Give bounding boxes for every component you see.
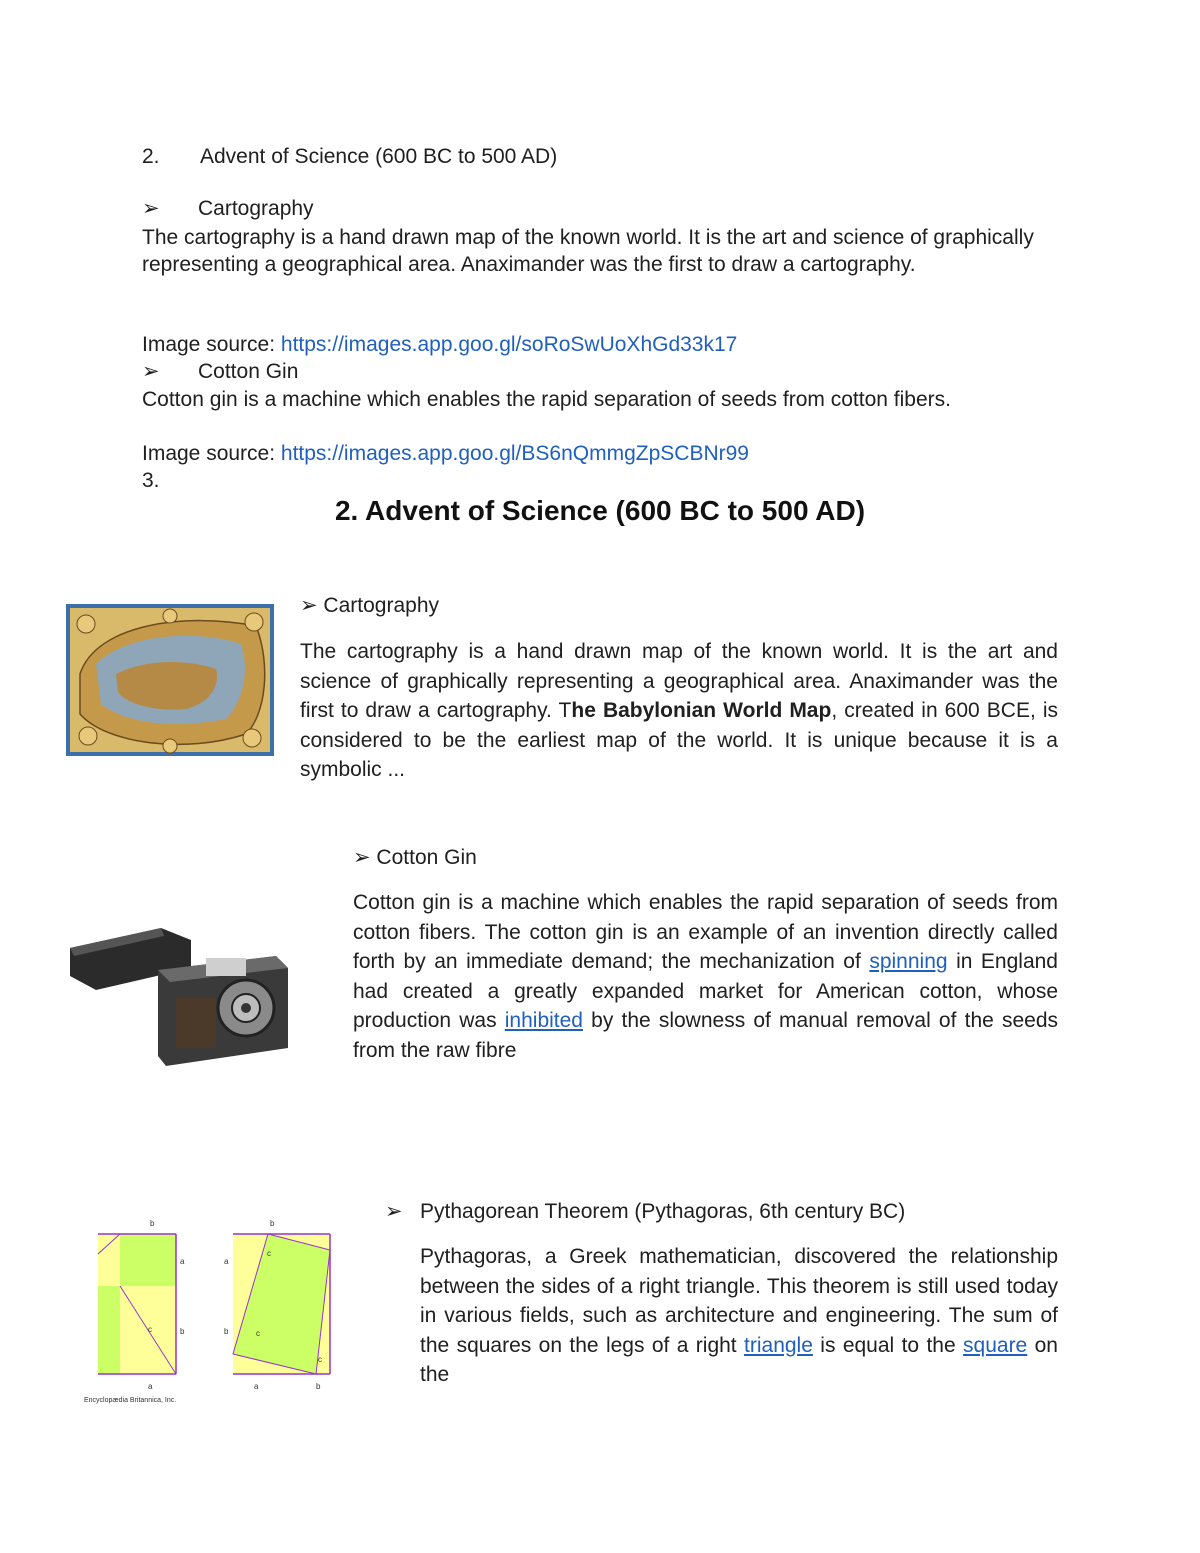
top-heading-text: Advent of Science (600 BC to 500 AD): [200, 145, 558, 168]
link-square[interactable]: square: [963, 1333, 1028, 1357]
ptolemy-world-map-image: [66, 604, 274, 756]
pythagorean-diagram: [80, 1214, 345, 1409]
bullet-arrow-icon: ➢: [142, 360, 160, 383]
pythagoras-heading-text: Pythagorean Theorem (Pythagoras, 6th century BC): [420, 1200, 906, 1223]
cart-bold-babylonian-map: he Babylonian World Map: [571, 699, 832, 722]
bullet-arrow-icon: ➢: [385, 1200, 403, 1223]
top-heading-number: 2.: [142, 145, 160, 168]
slide-cotton-gin-paragraph: [353, 888, 1058, 1065]
top-bullet-cotton-gin: [142, 358, 298, 385]
diagram-label-a-right: a: [180, 1257, 185, 1266]
slide-pythagoras-paragraph: [420, 1242, 1058, 1390]
top-cotton-gin-paragraph: Cotton gin is a machine which enables the rapid separation of seeds from cotton fibers.: [142, 388, 951, 411]
top-image-source-1: [142, 331, 737, 358]
cart-text-b: , created in 600 BCE, is considered to be the earliest map of the world. It is unique because it is a symbolic ...: [300, 699, 1058, 781]
bullet-arrow-icon: ➢: [142, 197, 160, 220]
diagram-label-c-mid-2: c: [256, 1329, 260, 1338]
top-bullet-cotton-gin-title: Cotton Gin: [198, 360, 299, 383]
image-source-link-1[interactable]: https://images.app.goo.gl/soRoSwUoXhGd33k17: [280, 333, 738, 356]
top-cartography-paragraph: The cartography is a hand drawn map of the known world. It is the art and science of graphically representing a geographical area. Anaximander was the first to draw a cartography.: [142, 226, 1034, 276]
slide-cotton-gin-heading: ➢ Cotton Gin: [353, 846, 477, 869]
image-source-label: Image source:: [142, 333, 281, 356]
diagram-caption: Encyclopædia Britannica, Inc.: [84, 1397, 177, 1404]
slide-cartography-paragraph: [300, 637, 1058, 785]
top-bullet-cartography-title: Cartography: [198, 197, 314, 220]
slide-cartography-heading: ➢ Cartography: [300, 594, 439, 617]
image-source-label: Image source:: [142, 442, 281, 465]
diagram-label-a-bottom-2: a: [254, 1382, 259, 1391]
link-inhibited[interactable]: inhibited: [504, 1009, 583, 1032]
link-triangle[interactable]: triangle: [744, 1333, 813, 1357]
top-heading: [142, 143, 557, 170]
diagram-label-c-left: c: [148, 1325, 152, 1334]
gin-text-a: Cotton gin is a machine which enables the rapid separation of seeds from cotton fibers. The cotton gin is an example of an invention directly called forth by an immediate demand; the mechanization of: [353, 891, 1058, 973]
diagram-label-b-top-2: b: [270, 1219, 275, 1228]
gin-text-c: by the slowness of manual removal of the seeds from the raw fibre: [353, 1009, 1058, 1062]
slide-title: 2. Advent of Science (600 BC to 500 AD): [334, 495, 866, 526]
gin-text-b: in England had created a greatly expanded market for American cotton, whose production was: [353, 950, 1058, 1032]
cart-text-a: The cartography is a hand drawn map of the known world. It is the art and science of graphically representing a geographical area. Anaximander was the first to draw a cartography. T: [300, 640, 1058, 722]
top-image-source-2: [142, 440, 749, 467]
link-spinning[interactable]: spinning: [869, 950, 948, 973]
pyth-text-c: on the: [420, 1333, 1058, 1386]
top-item-3: 3.: [142, 469, 160, 492]
image-source-link-2[interactable]: https://images.app.goo.gl/BS6nQmmgZpSCBNr99: [280, 442, 749, 465]
diagram-label-b-right: b: [180, 1327, 185, 1336]
diagram-label-c-right-2: c: [318, 1355, 322, 1364]
diagram-label-b-top: b: [150, 1219, 155, 1228]
diagram-label-c-top-2: c: [267, 1249, 271, 1258]
diagram-label-b-left-2: b: [224, 1327, 229, 1336]
pyth-text-b: is equal to the: [812, 1333, 964, 1357]
top-bullet-cartography: [142, 195, 314, 222]
cotton-gin-image: [66, 928, 296, 1068]
slide-pythagoras-heading: [385, 1198, 905, 1225]
diagram-label-b-bottom-2: b: [316, 1382, 321, 1391]
diagram-label-a-bottom: a: [148, 1382, 153, 1391]
pyth-text-a: Pythagoras, a Greek mathematician, discovered the relationship between the sides of a right triangle. This theorem is still used today in various fields, such as architecture and engineering. The sum of the squares on the legs of a right: [420, 1245, 1058, 1357]
diagram-label-a-left-2: a: [224, 1257, 229, 1266]
